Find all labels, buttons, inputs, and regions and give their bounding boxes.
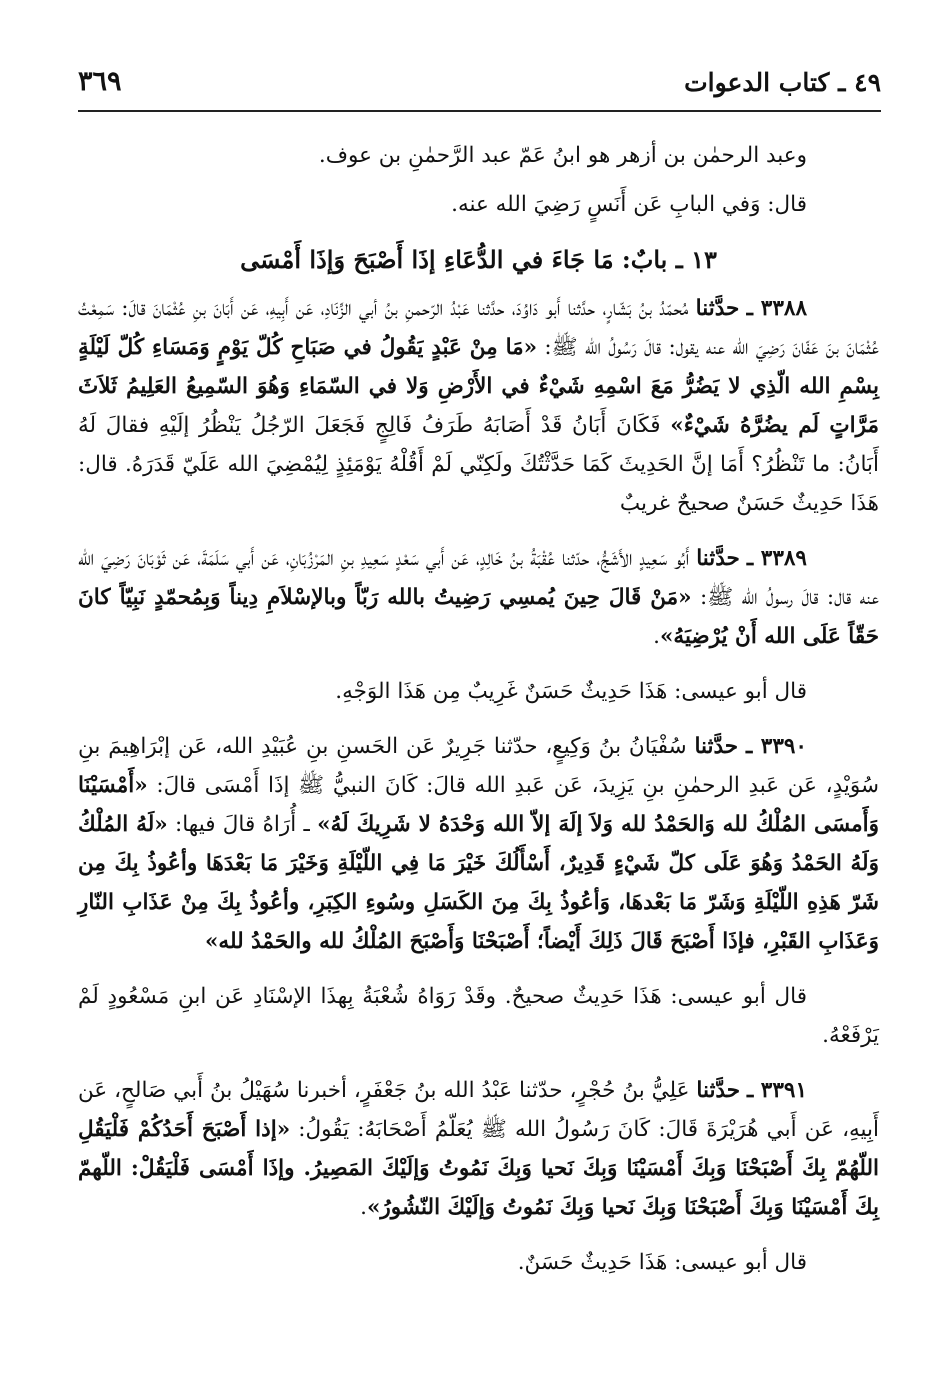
- page-number: ٣٦٩: [78, 66, 122, 97]
- hadith-number: ٣٣٨٩ ـ: [746, 546, 807, 571]
- haddathana-label: حدَّثنا: [695, 296, 740, 321]
- hadith-3391: [78, 1071, 879, 1227]
- hadith-3390: [78, 727, 879, 961]
- chapter-heading: ١٣ ـ بابٌ: مَا جَاءَ في الدُّعَاءِ إذَا أَصْبَحَ وَإذَا أَمْسَى: [240, 245, 717, 274]
- hadith-number: ٣٣٨٨ ـ: [746, 296, 807, 321]
- hadith-matn: «مَنْ قَالَ حِينَ يُمسِي رَضِيتُ بالله رَبّاً وبالإسْلاَمِ دِيناً وَبِمُحمّدٍ نَبِيّاً كانَ حَقّاً عَلَى الله أَنْ يُرْضِيَهُ»: [78, 585, 879, 649]
- hadith-rest: .: [653, 624, 660, 649]
- hadith-comment: قال أبو عيسى: هَذَا حَدِيثٌ حَسَنٌ غَرِيبٌ مِن هَذَا الوَجْهِ.: [335, 679, 807, 704]
- chapter-running-title: ٤٩ ـ كتاب الدعوات: [684, 68, 881, 97]
- hadith-comment: قال أبو عيسى: هَذَا حَدِيثٌ حَسَنٌ.: [517, 1250, 807, 1275]
- intro-line-1: وعبد الرحمٰن بن أزهر هو ابنُ عَمّ عبد الرَّحمٰنِ بن عوف.: [318, 143, 807, 168]
- haddathana-label: حدَّثنا: [696, 1078, 741, 1103]
- hadith-3389: [78, 539, 879, 656]
- hadith-middle: ـ أُرَاهُ قالَ فيها:: [167, 812, 318, 837]
- hadith-comment: قال أبو عيسى: هَذَا حَدِيثٌ صحيحٌ. وقَدْ رَوَاهُ شُعْبَةُ بِهذَا الإسْنَادِ عَن ابنِ مَسْعُودٍ لَمْ يَرْفَعْهُ.: [78, 984, 879, 1048]
- page-body: [78, 136, 879, 1282]
- hadith-isnad: أَبُو سَعِيدٍ الأَشَجُّ، حدّثنا عُقْبَةُ بنُ خَالِدٍ، عَن أَبي سَعْدٍ سَعِيدِ بنِ المَرْزُبَانِ، عَن أَبي سَلَمَةَ، عَن ثَوْبَانَ رَضِيَ الله عنه قال: قالَ رسولُ الله ﷺ:: [78, 546, 879, 610]
- hadith-3388: [78, 289, 879, 523]
- intro-line-2: قال: وَفي البابِ عَن أَنَسٍ رَضِيَ الله عنه.: [451, 192, 807, 217]
- page-header: [78, 62, 881, 112]
- hadith-matn: «إذا أَصْبَحَ أَحَدُكُمْ فَلْيَقُلِ اللّهُمّ بِكَ أَصْبَحْنَا وَبِكَ أَمْسَيْنَا وَبِكَ نَحيا وَبِكَ نَمُوتُ وَإلَيْكَ المَصِيرُ. وإذَا أَمْسَى فَلْيَقُلْ: اللّهمّ بِكَ أَمْسَيْنَا وَبِكَ أَصْبَحْنَا وَبِكَ نَحيا وَبِكَ نَمُوتُ وَإلَيْكَ النّشُورُ»: [78, 1117, 879, 1220]
- hadith-isnad: مُحمّدُ بنُ بَشّارٍ، حدَّثنا أَبو دَاوُدَ، حدَّثنا عَبْدُ الرّحمنِ بنُ أبي الزِّنَادِ، عَن أَبِيهِ، عَن أَبَانَ بنِ عُثْمَانَ قالَ: سَمِعْتُ عُثْمَانَ بنَ عَفّانَ رَضِيَ الله عنه يقول: قالَ رَسُولُ الله ﷺ:: [78, 296, 879, 360]
- hadith-matn: «أَمْسَيْنَا وَأَمسَى المُلْكُ لله وَالحَمْدُ لله وَلاَ إلَهَ إلاّ الله وَحْدَهُ لا شَرِيكَ لَهُ»: [78, 773, 879, 837]
- haddathana-label: حدَّثنا: [696, 546, 740, 571]
- hadith-isnad: سُفْيَانُ بنُ وَكِيعٍ، حدّثنا جَرِيرٌ عَن الحَسنِ بنِ عُبَيْدِ الله، عَن إبْرَاهِيمَ بنِ سُوَيْدٍ، عَن عَبدِ الرحمٰنِ بنِ يَزِيدَ، عَن عَبدِ الله قالَ: كَانَ النبيُّ ﷺ إذَا أَمْسَى قالَ:: [78, 734, 879, 798]
- hadith-isnad: عَلِيُّ بنُ حُجْرٍ، حدّثنا عَبْدُ الله بنُ جَعْفَرٍ، أخبرنا سُهَيْلُ بنُ أَبي صَالحٍ، عَن أَبِيهِ، عَن أَبي هُرَيْرَةَ قَالَ: كَانَ رَسُولُ الله ﷺ يُعَلّمُ أَصْحَابَهُ: يَقُولُ:: [78, 1078, 879, 1142]
- hadith-number: ٣٣٩١ ـ: [746, 1078, 807, 1103]
- haddathana-label: حدَّثنا: [694, 734, 739, 759]
- hadith-rest: .: [360, 1195, 367, 1220]
- hadith-matn: «مَا مِنْ عَبْدٍ يَقُولُ في صَبَاحِ كُلّ يَوْمٍ وَمَسَاءِ كُلّ لَيْلَةٍ بِسْمِ الله الّذِي لا يَضُرُّ مَعَ اسْمِهِ شَيْءٌ في الأَرْضِ وَلا في السّمَاءِ وَهُوَ السّمِيعُ العَلِيمُ ثَلاَثَ مَرَّاتٍ لَم يضُرَّهُ شَيْءٌ»: [78, 335, 879, 438]
- hadith-number: ٣٣٩٠ ـ: [745, 734, 807, 759]
- hadith-rest: فَكَانَ أَبَانُ قَدْ أَصَابَهُ طَرَفُ فَالِجٍ فَجَعَلَ الرّجُلُ يَنْظُرُ إلَيْهِ فقالَ لَهُ أَبَانُ: ما تَنْظُرُ؟ أَمَا إنَّ الحَدِيثَ كَمَا حَدَّثْتُكَ ولَكِنّي لَمْ أَقُلْهُ يَوْمَئِذٍ لِيُمْضِيَ الله عَلَيّ قَدَرَهُ. قال: هَذَا حَدِيثٌ حَسَنٌ صحيحٌ غريبٌ: [78, 413, 879, 516]
- hadith-matn-2: «لَهُ المُلْكُ وَلَهُ الحَمْدُ وَهُوَ عَلَى كلّ شَيْءٍ قَدِيرٌ، أَسْأَلُكَ خَيْرَ مَا فِي اللّيْلَةِ وَخَيْرَ مَا بَعْدَهَا وأعُوذُ بِكَ مِن شَرّ هَذِهِ اللّيْلَةِ وَشَرّ مَا بَعْدهَا، وَأعُوذُ بِكَ مِنَ الكَسَلِ وسُوءِ الكِبَرِ، وأعُوذُ بِكَ مِنْ عَذَابِ النّارِ وَعَذَابِ القَبْرِ، فإذَا أَصْبَحَ قَالَ ذَلِكَ أَيْضاً؛ أَصْبَحْنَا وَأَصْبَحَ المُلْكُ لله والحَمْدُ لله»: [78, 812, 879, 954]
